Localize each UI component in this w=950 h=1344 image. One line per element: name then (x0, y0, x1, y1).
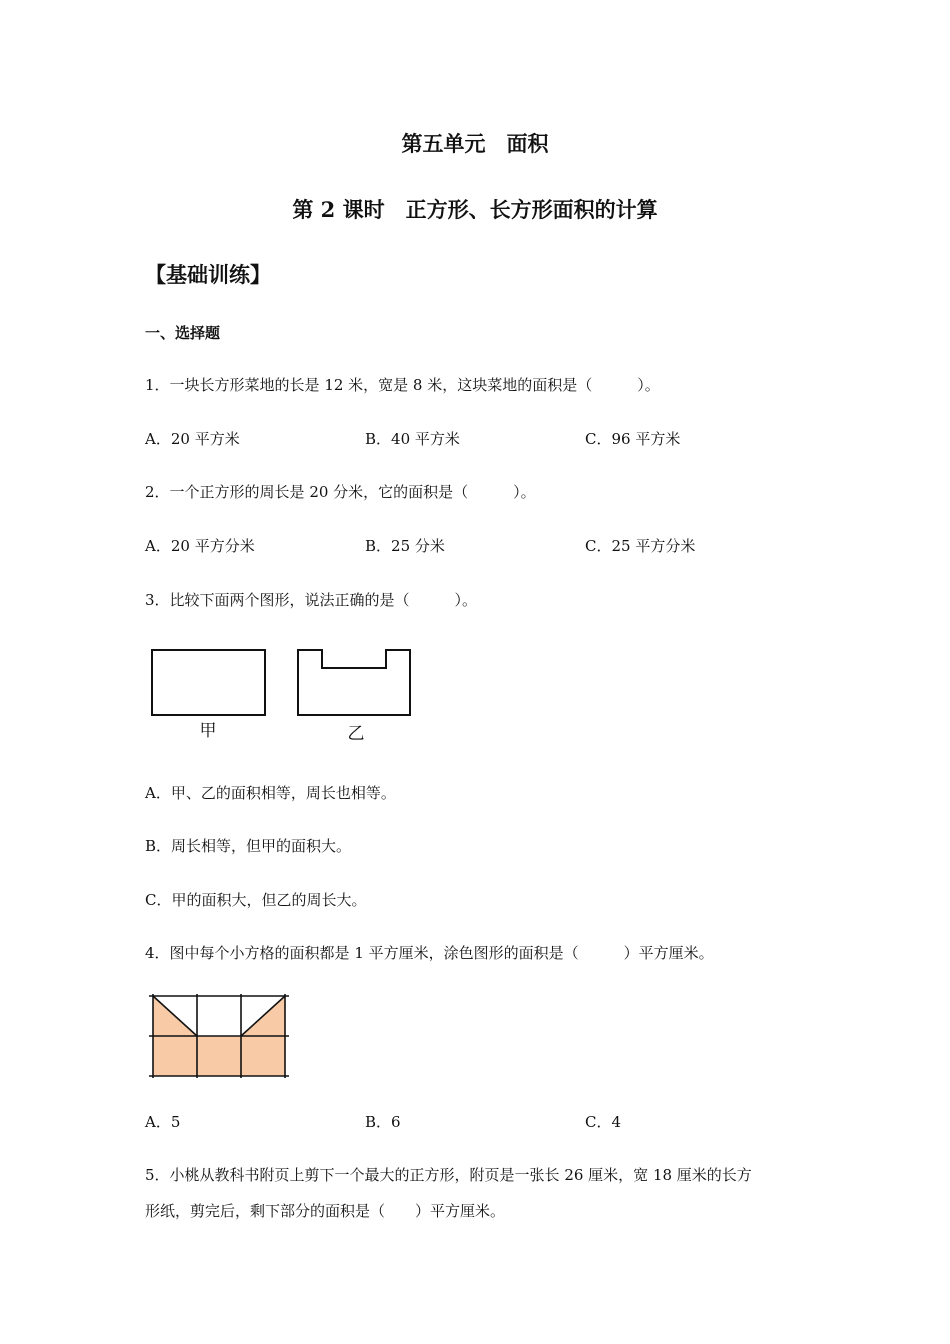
question-5-text-line-1: 5．小桃从教科书附页上剪下一个最大的正方形，附页是一张长 26 厘米，宽 18 厘米的长方 (145, 1166, 752, 1184)
section-heading: 【基础训练】 (145, 262, 271, 287)
figure-yi-notched-shape (298, 650, 410, 715)
question-5-text-line-2: 形纸，剪完后，剩下部分的面积是（ ）平方厘米。 (145, 1202, 506, 1220)
question-3-option-b: B．周长相等，但甲的面积大。 (145, 837, 352, 855)
question-4-grid-figure (145, 990, 295, 1085)
lesson-title: 第 2 课时 正方形、长方形面积的计算 (292, 197, 658, 222)
question-4-option-c: C．4 (585, 1113, 622, 1131)
question-1-text: 1．一块长方形菜地的长是 12 米，宽是 8 米，这块菜地的面积是（ ）。 (145, 376, 660, 394)
figure-jia-rectangle (152, 650, 265, 715)
question-2-text: 2．一个正方形的周长是 20 分米，它的面积是（ ）。 (145, 483, 536, 501)
figure-label-jia: 甲 (199, 721, 217, 741)
unit-title: 第五单元 面积 (401, 131, 549, 156)
question-4-option-b: B．6 (365, 1113, 401, 1131)
question-1-option-b: B．40 平方米 (365, 430, 460, 448)
question-3-option-a: A．甲、乙的面积相等，周长也相等。 (145, 784, 396, 802)
question-3-option-c: C．甲的面积大，但乙的周长大。 (145, 891, 367, 909)
question-4-text: 4．图中每个小方格的面积都是 1 平方厘米，涂色图形的面积是（ ）平方厘米。 (145, 944, 714, 962)
question-1-option-c: C．96 平方米 (585, 430, 681, 448)
question-2-option-c: C．25 平方分米 (585, 537, 696, 555)
question-3-figure (140, 640, 430, 750)
figure-label-yi: 乙 (347, 724, 365, 744)
question-3-text: 3．比较下面两个图形，说法正确的是（ ）。 (145, 591, 478, 609)
section-subheading: 一、选择题 (145, 324, 221, 342)
question-4-option-a: A．5 (145, 1113, 181, 1131)
question-1-option-a: A．20 平方米 (145, 430, 240, 448)
question-2-option-b: B．25 分米 (365, 537, 445, 555)
question-2-option-a: A．20 平方分米 (145, 537, 255, 555)
